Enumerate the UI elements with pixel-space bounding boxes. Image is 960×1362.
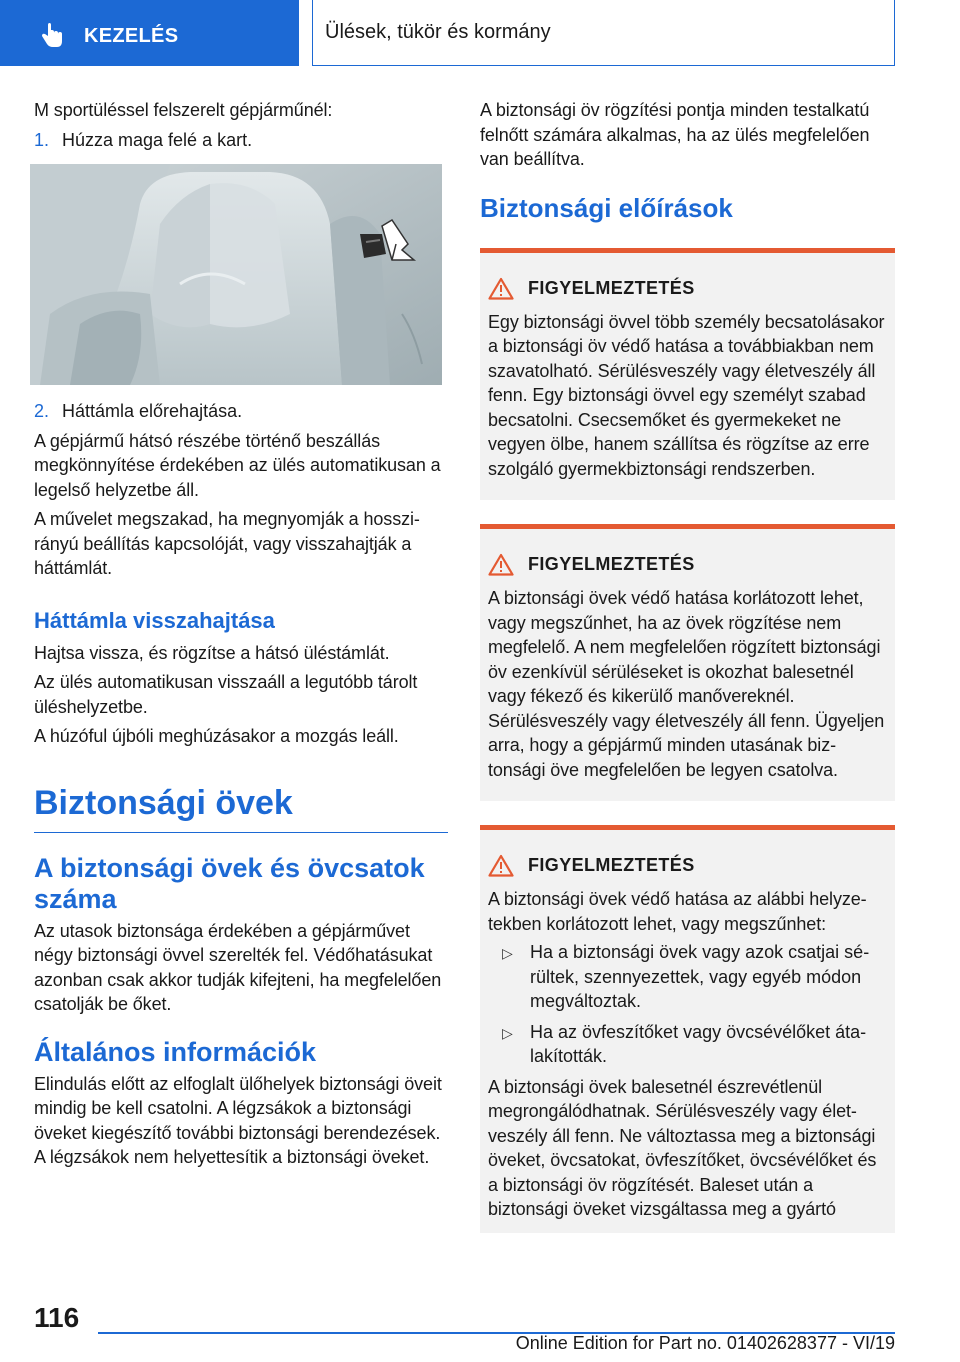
bullet-triangle-icon: ▷ — [502, 945, 513, 961]
warning-text: A biztonsági övek balesetnél észrevétlenül megrongálódhatnak. Sérülésveszély vagy életveszély áll fenn. Ne változtassa meg a biztonsági öveket, övcsatokat, övfeszítőket, övcsévélőket és a biztonsági öv rögzítését. Baleset után a biztonsági öveket vizsgáltassa meg a gyártó — [488, 1076, 877, 1219]
bullet-text: Ha a biztonsági övek vagy azok csatjai sérültek, szennyezettek, vagy egyéb módon megváltoztak. — [530, 942, 870, 1011]
warning-header — [488, 553, 887, 576]
warning-triangle-icon — [488, 277, 514, 300]
warning-text: A biztonsági övek védő hatása korlátozott lehet, vagy megszűnhet, ha az övek rögzítése nem megfelelő. A nem megfelelően rögzített biztonsági öv ezenkívül sérüléseket is okozhat balesetnél vagy fékező és kikerülő manővereknél. Sérülésveszély vagy életveszély áll fenn. Ügyeljen arra, hogy a gépjármű minden utasának biztonsági öve megfelelően be legyen csatolva. — [488, 588, 885, 780]
paragraph: Az ülés automatikusan visszaáll a legutóbb tárolt üléshelyzetbe. — [34, 672, 418, 717]
warning-box-3 — [480, 825, 895, 1233]
paragraph: A gépjármű hátsó részébe történő beszállás megkönnyítése érdekében az ülés automatikusan a legelső helyzetbe áll. — [34, 430, 441, 500]
right-column — [480, 98, 895, 1233]
warning-triangle-icon — [488, 553, 514, 576]
paragraph: Elindulás előtt az elfoglalt ülőhelyek biztonsági öveit mindig be kell csatolni. A légzsákok a biztonsági öveket kiegészítő további biztonsági berendezések. A légzsákok nem helyettesítik a biztonsági öveket. — [34, 1073, 442, 1167]
subheading-backrest-fold-back: Háttámla visszahajtása — [34, 607, 275, 633]
seat-lever-illustration — [30, 164, 442, 385]
warning-label: FIGYELMEZTETÉS — [528, 277, 695, 298]
warning-box-2 — [480, 524, 895, 801]
bullet-item — [502, 1020, 887, 1069]
paragraph: A húzóful újbóli meghúzásakor a mozgás leáll. — [34, 726, 399, 746]
step-1-text: Húzza maga felé a kart. — [62, 129, 253, 150]
warning-header — [488, 277, 887, 300]
section-tab-label: KEZELÉS — [84, 25, 179, 47]
page-number: 116 — [34, 1302, 80, 1333]
paragraph: Hajtsa vissza, és rögzítse a hátsó üléstámlát. — [34, 642, 390, 663]
warning-triangle-icon — [488, 854, 514, 877]
warning-header — [488, 854, 887, 877]
step-1-number: 1. — [34, 129, 50, 150]
step-2-number: 2. — [34, 401, 50, 421]
hand-pointer-icon — [38, 22, 66, 50]
left-column — [34, 98, 446, 1175]
paragraph: A biztonsági öv rögzítési pontja minden testalkatú felnőtt számára alkalmas, ha az ülés megfelelően van beállítva. — [480, 100, 870, 169]
step-1 — [34, 128, 446, 153]
step-2-text: Háttámla előrehajtása. — [62, 401, 243, 421]
chapter-heading-seatbelts: Biztonsági övek — [34, 781, 448, 833]
paragraph: Az utasok biztonsága érdekében a gépjárművet négy biztonsági övvel szerelték fel. Védőhatásukat azonban csak akkor tudják kifejteni, ha megfelelően csatolják be őket. — [34, 920, 442, 1014]
chapter-title: Ülések, tükör és kormány — [312, 0, 895, 66]
step-2 — [34, 399, 446, 424]
section-heading-general-info: Általános információk — [34, 1036, 317, 1067]
warning-label: FIGYELMEZTETÉS — [528, 855, 695, 875]
warning-text: Egy biztonsági övvel több személy becsatolásakor a biztonsági öv védő hatása a továbbiakban nem szavatolható. Sérülésveszély vagy életveszély áll fenn. Egy biztonsági övvel egy személyt szabad becsatolni. Csecsemőket és gyermekeket ne vegyen ölbe, hanem szállítsa és rögzítse az erre szolgáló gyermekbiztonsági rendszerben. — [488, 311, 885, 479]
bullet-text: Ha az övfeszítőket vagy övcsévélőket átalakították. — [530, 1021, 867, 1066]
bullet-triangle-icon: ▷ — [502, 1024, 513, 1041]
intro-text: M sportüléssel felszerelt gépjárműnél: — [34, 100, 333, 120]
bullet-item — [502, 940, 887, 1014]
paragraph: A művelet megszakad, ha megnyomják a hosszirányú beállítás kapcsolóját, vagy visszahajtják a háttámlát. — [34, 509, 420, 578]
section-tab[interactable] — [0, 0, 299, 66]
warning-label: FIGYELMEZTETÉS — [528, 554, 695, 574]
footer-edition: Online Edition for Part no. 01402628377 - VI/19 — [515, 1333, 895, 1353]
warning-box-1 — [480, 248, 895, 501]
heading-safety-regulations: Biztonsági előírások — [480, 192, 733, 223]
warning-text: A biztonsági övek védő hatása az alábbi helyzetekben korlátozott lehet, vagy megszűnhet: — [488, 889, 867, 934]
section-heading-belt-count: A biztonsági övek és övcsatok száma — [34, 852, 425, 914]
